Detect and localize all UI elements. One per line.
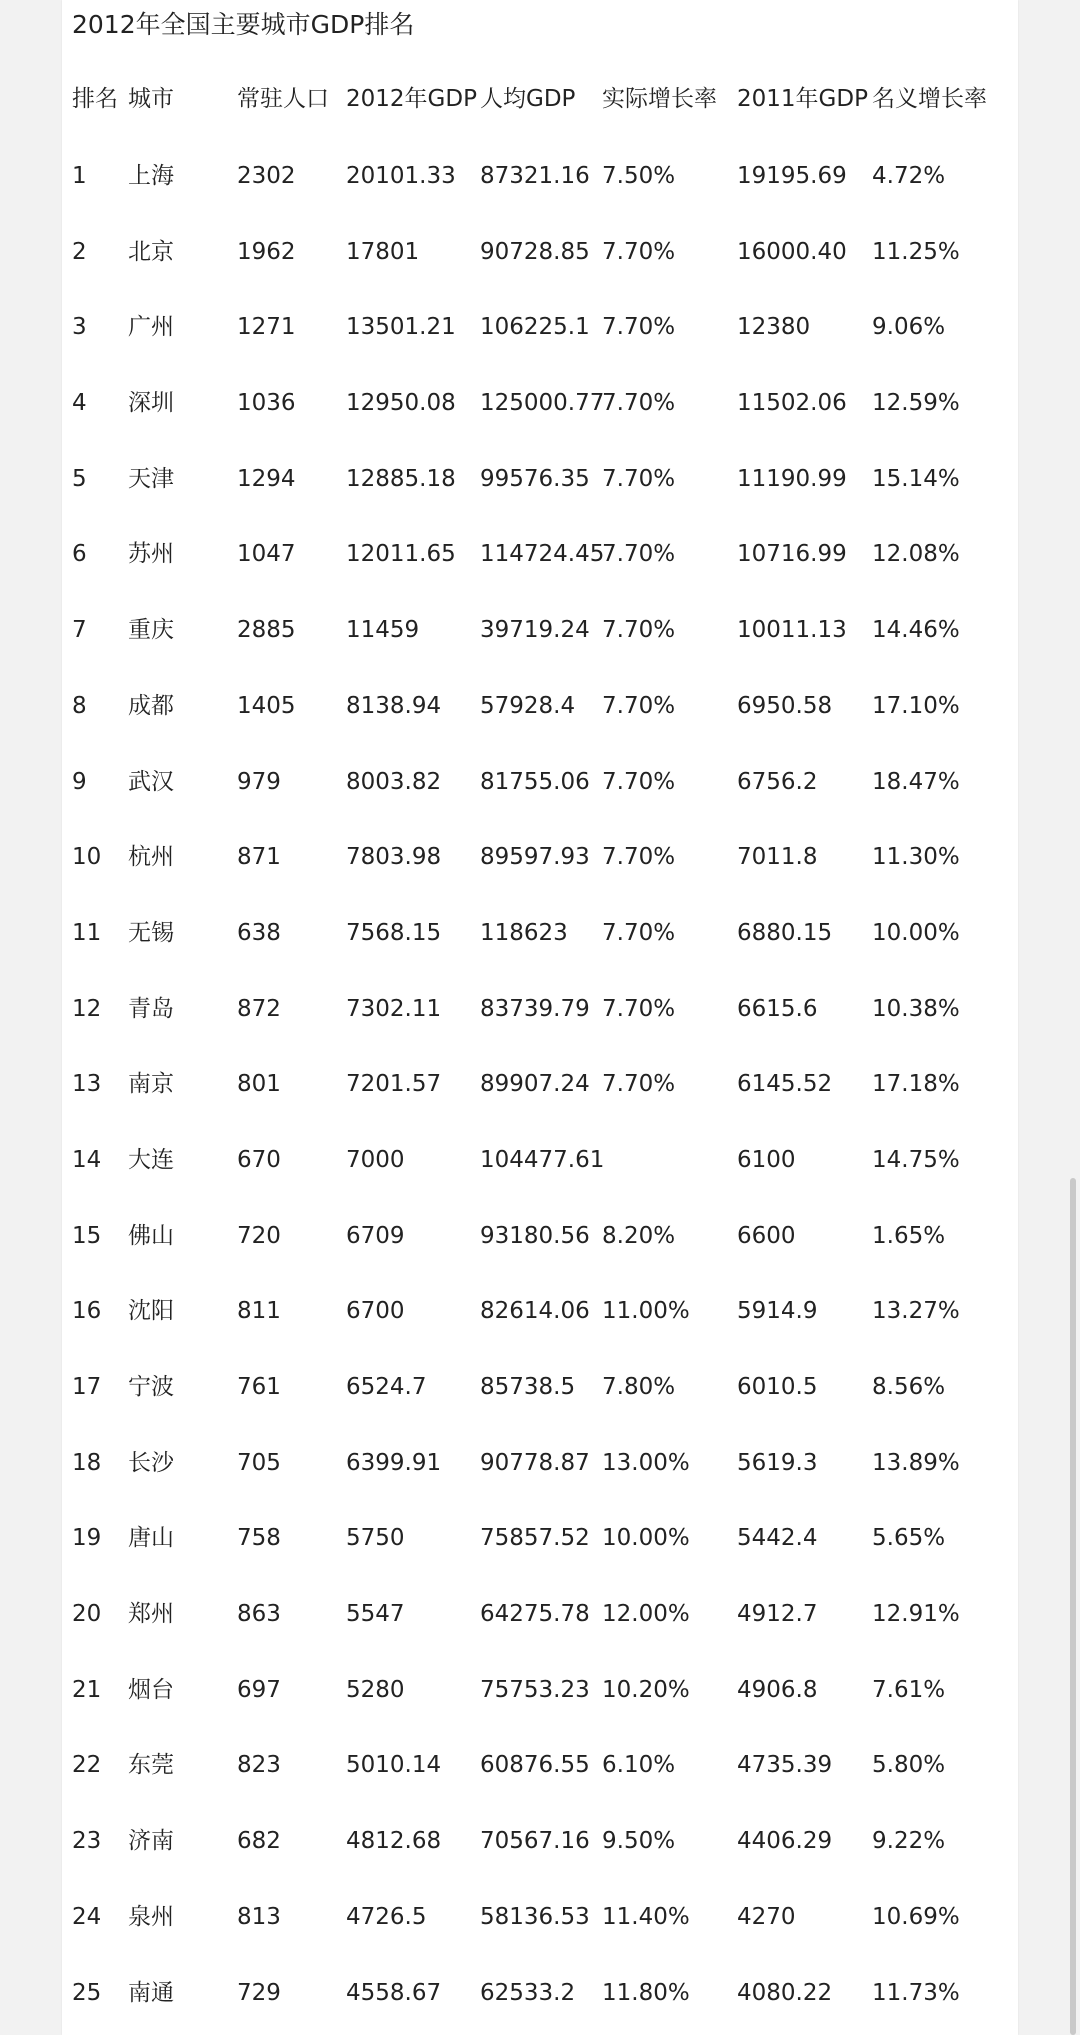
cell-gdp-2012: 4558.67 — [346, 1979, 442, 2006]
cell-rank: 11 — [72, 919, 102, 946]
cell-gdp-per-capita: 118623 — [480, 919, 568, 946]
cell-real-growth: 7.70% — [602, 238, 676, 265]
cell-population: 729 — [237, 1979, 281, 2006]
cell-population: 720 — [237, 1222, 281, 1249]
cell-nominal-growth: 1.65% — [872, 1222, 946, 1249]
cell-rank: 14 — [72, 1146, 102, 1173]
cell-gdp-per-capita: 99576.35 — [480, 465, 590, 492]
cell-gdp-2011: 6880.15 — [737, 919, 833, 946]
header-nominal-growth: 名义增长率 — [872, 86, 987, 112]
cell-gdp-per-capita: 90778.87 — [480, 1449, 590, 1476]
header-population: 常驻人口 — [237, 86, 329, 112]
table-row — [72, 972, 1012, 1048]
cell-city: 天津 — [128, 465, 174, 492]
cell-population: 872 — [237, 995, 281, 1022]
cell-gdp-2011: 11190.99 — [737, 465, 847, 492]
cell-gdp-2012: 6399.91 — [346, 1449, 442, 1476]
cell-rank: 19 — [72, 1525, 102, 1552]
cell-gdp-2011: 12380 — [737, 314, 811, 341]
cell-rank: 22 — [72, 1752, 102, 1779]
table-row — [72, 1728, 1012, 1804]
header-real-growth: 实际增长率 — [602, 86, 717, 112]
scrollbar-thumb[interactable] — [1070, 1178, 1076, 2035]
cell-city: 无锡 — [128, 919, 174, 946]
cell-rank: 13 — [72, 1071, 102, 1098]
cell-gdp-2011: 10716.99 — [737, 541, 847, 568]
cell-nominal-growth: 8.56% — [872, 1374, 946, 1400]
cell-city: 成都 — [128, 692, 174, 719]
cell-gdp-per-capita: 89597.93 — [480, 844, 590, 871]
cell-nominal-growth: 9.22% — [872, 1828, 946, 1855]
table-row — [72, 1577, 1012, 1653]
cell-gdp-per-capita: 75753.23 — [480, 1676, 590, 1703]
cell-nominal-growth: 18.47% — [872, 768, 960, 795]
header-rank: 排名 — [72, 86, 118, 112]
cell-population: 801 — [237, 1071, 281, 1098]
table-row — [72, 745, 1012, 821]
cell-real-growth: 7.70% — [602, 995, 676, 1022]
table-row — [72, 1199, 1012, 1275]
cell-gdp-2011: 19195.69 — [737, 163, 847, 189]
table-row — [72, 1426, 1012, 1502]
cell-city: 佛山 — [128, 1222, 174, 1249]
cell-gdp-2012: 6524.7 — [346, 1374, 427, 1400]
cell-nominal-growth: 17.18% — [872, 1071, 960, 1098]
cell-gdp-2011: 7011.8 — [737, 844, 818, 871]
cell-city: 南通 — [128, 1979, 174, 2006]
gdp-ranking-table — [72, 62, 1012, 2031]
table-row — [72, 1350, 1012, 1426]
table-row — [72, 366, 1012, 442]
cell-city: 宁波 — [128, 1374, 174, 1400]
table-row — [72, 1047, 1012, 1123]
cell-gdp-2011: 16000.40 — [737, 238, 847, 265]
cell-rank: 7 — [72, 617, 87, 644]
cell-real-growth: 7.70% — [602, 768, 676, 795]
cell-gdp-2011: 5914.9 — [737, 1298, 818, 1325]
cell-population: 871 — [237, 844, 281, 871]
cell-nominal-growth: 15.14% — [872, 465, 960, 492]
table-body — [72, 139, 1012, 2031]
cell-population: 670 — [237, 1146, 281, 1173]
cell-gdp-2011: 4912.7 — [737, 1601, 818, 1628]
cell-nominal-growth: 12.91% — [872, 1601, 960, 1628]
cell-population: 705 — [237, 1449, 281, 1476]
cell-gdp-2011: 6600 — [737, 1222, 796, 1249]
cell-population: 823 — [237, 1752, 281, 1779]
cell-population: 1962 — [237, 238, 296, 265]
cell-population: 2302 — [237, 163, 296, 189]
cell-nominal-growth: 14.75% — [872, 1146, 960, 1173]
table-row — [72, 669, 1012, 745]
cell-gdp-per-capita: 81755.06 — [480, 768, 590, 795]
cell-rank: 2 — [72, 238, 87, 265]
cell-population: 638 — [237, 919, 281, 946]
cell-gdp-2011: 4735.39 — [737, 1752, 833, 1779]
cell-gdp-2011: 11502.06 — [737, 390, 847, 417]
cell-gdp-per-capita: 89907.24 — [480, 1071, 590, 1098]
cell-nominal-growth: 14.46% — [872, 617, 960, 644]
table-row — [72, 1880, 1012, 1956]
cell-gdp-2011: 4906.8 — [737, 1676, 818, 1703]
table-row — [72, 896, 1012, 972]
table-row — [72, 1274, 1012, 1350]
cell-city: 青岛 — [128, 995, 174, 1022]
cell-gdp-2012: 5750 — [346, 1525, 405, 1552]
cell-rank: 23 — [72, 1828, 102, 1855]
cell-real-growth: 7.70% — [602, 692, 676, 719]
cell-rank: 20 — [72, 1601, 102, 1628]
table-row — [72, 1123, 1012, 1199]
cell-gdp-per-capita: 87321.16 — [480, 163, 590, 189]
cell-gdp-per-capita: 57928.4 — [480, 692, 576, 719]
cell-population: 979 — [237, 768, 281, 795]
cell-nominal-growth: 5.65% — [872, 1525, 946, 1552]
cell-city: 郑州 — [128, 1601, 174, 1628]
cell-gdp-per-capita: 39719.24 — [480, 617, 590, 644]
cell-real-growth: 7.70% — [602, 617, 676, 644]
cell-city: 东莞 — [128, 1752, 174, 1779]
cell-city: 苏州 — [128, 541, 174, 568]
cell-nominal-growth: 9.06% — [872, 314, 946, 341]
cell-gdp-per-capita: 64275.78 — [480, 1601, 590, 1628]
cell-gdp-2012: 13501.21 — [346, 314, 456, 341]
cell-gdp-2012: 7000 — [346, 1146, 405, 1173]
cell-nominal-growth: 10.00% — [872, 919, 960, 946]
cell-population: 1271 — [237, 314, 296, 341]
table-row — [72, 290, 1012, 366]
cell-gdp-2011: 4406.29 — [737, 1828, 833, 1855]
cell-real-growth: 10.00% — [602, 1525, 690, 1552]
cell-city: 大连 — [128, 1146, 174, 1173]
cell-gdp-2012: 5010.14 — [346, 1752, 442, 1779]
cell-gdp-per-capita: 93180.56 — [480, 1222, 590, 1249]
cell-rank: 18 — [72, 1449, 102, 1476]
cell-real-growth: 6.10% — [602, 1752, 676, 1779]
cell-nominal-growth: 5.80% — [872, 1752, 946, 1779]
cell-gdp-per-capita: 75857.52 — [480, 1525, 590, 1552]
cell-gdp-2012: 8003.82 — [346, 768, 442, 795]
cell-gdp-2012: 7568.15 — [346, 919, 442, 946]
cell-gdp-2012: 5547 — [346, 1601, 405, 1628]
cell-city: 泉州 — [128, 1903, 174, 1930]
cell-city: 济南 — [128, 1828, 174, 1855]
cell-population: 1405 — [237, 692, 296, 719]
cell-city: 北京 — [128, 238, 174, 265]
cell-gdp-2012: 7302.11 — [346, 995, 442, 1022]
cell-gdp-per-capita: 82614.06 — [480, 1298, 590, 1325]
cell-nominal-growth: 10.38% — [872, 995, 960, 1022]
cell-real-growth: 7.80% — [602, 1374, 676, 1400]
cell-gdp-per-capita: 106225.1 — [480, 314, 590, 341]
cell-real-growth: 11.00% — [602, 1298, 690, 1325]
cell-population: 761 — [237, 1374, 281, 1400]
table-row — [72, 442, 1012, 518]
cell-gdp-2011: 4270 — [737, 1903, 796, 1930]
table-row — [72, 1653, 1012, 1729]
table-row — [72, 1804, 1012, 1880]
cell-rank: 8 — [72, 692, 87, 719]
cell-gdp-per-capita: 58136.53 — [480, 1903, 590, 1930]
cell-rank: 25 — [72, 1979, 102, 2006]
cell-gdp-2012: 11459 — [346, 617, 420, 644]
cell-nominal-growth: 11.73% — [872, 1979, 960, 2006]
cell-real-growth: 7.70% — [602, 1071, 676, 1098]
cell-real-growth: 7.50% — [602, 163, 676, 189]
cell-city: 南京 — [128, 1071, 174, 1098]
table-header-row — [72, 62, 1012, 139]
cell-population: 697 — [237, 1676, 281, 1703]
cell-gdp-2012: 7201.57 — [346, 1071, 442, 1098]
cell-gdp-per-capita: 60876.55 — [480, 1752, 590, 1779]
cell-city: 长沙 — [128, 1449, 174, 1476]
cell-nominal-growth: 10.69% — [872, 1903, 960, 1930]
cell-rank: 17 — [72, 1374, 102, 1400]
cell-real-growth: 11.40% — [602, 1903, 690, 1930]
cell-gdp-per-capita: 70567.16 — [480, 1828, 590, 1855]
cell-nominal-growth: 12.59% — [872, 390, 960, 417]
cell-real-growth: 7.70% — [602, 314, 676, 341]
cell-real-growth: 7.70% — [602, 844, 676, 871]
cell-city: 沈阳 — [128, 1298, 174, 1325]
cell-population: 813 — [237, 1903, 281, 1930]
cell-rank: 16 — [72, 1298, 102, 1325]
cell-city: 唐山 — [128, 1525, 174, 1552]
cell-gdp-2012: 6700 — [346, 1298, 405, 1325]
cell-gdp-2011: 6145.52 — [737, 1071, 833, 1098]
cell-city: 深圳 — [128, 390, 174, 417]
cell-nominal-growth: 13.27% — [872, 1298, 960, 1325]
cell-gdp-per-capita: 114724.45 — [480, 541, 605, 568]
page-title: 2012年全国主要城市GDP排名 — [72, 10, 415, 39]
cell-nominal-growth: 17.10% — [872, 692, 960, 719]
cell-gdp-2012: 20101.33 — [346, 163, 456, 189]
cell-real-growth: 7.70% — [602, 541, 676, 568]
table-row — [72, 593, 1012, 669]
cell-population: 2885 — [237, 617, 296, 644]
cell-population: 863 — [237, 1601, 281, 1628]
header-gdp-per-capita: 人均GDP — [480, 86, 576, 112]
cell-rank: 4 — [72, 390, 87, 417]
cell-nominal-growth: 12.08% — [872, 541, 960, 568]
cell-gdp-2011: 6756.2 — [737, 768, 818, 795]
cell-real-growth: 9.50% — [602, 1828, 676, 1855]
cell-gdp-2011: 6100 — [737, 1146, 796, 1173]
cell-rank: 10 — [72, 844, 102, 871]
cell-gdp-2012: 6709 — [346, 1222, 405, 1249]
cell-gdp-2012: 7803.98 — [346, 844, 442, 871]
header-gdp-2012: 2012年GDP — [346, 86, 477, 112]
cell-real-growth: 7.70% — [602, 465, 676, 492]
cell-rank: 3 — [72, 314, 87, 341]
cell-rank: 21 — [72, 1676, 102, 1703]
cell-gdp-2012: 4812.68 — [346, 1828, 442, 1855]
cell-gdp-2011: 6010.5 — [737, 1374, 818, 1400]
cell-nominal-growth: 7.61% — [872, 1676, 946, 1703]
table-row — [72, 139, 1012, 215]
table-row — [72, 1501, 1012, 1577]
cell-population: 811 — [237, 1298, 281, 1325]
cell-population: 1294 — [237, 465, 296, 492]
cell-real-growth: 8.20% — [602, 1222, 676, 1249]
cell-nominal-growth: 11.30% — [872, 844, 960, 871]
cell-rank: 6 — [72, 541, 87, 568]
cell-gdp-2012: 12885.18 — [346, 465, 456, 492]
cell-gdp-2011: 10011.13 — [737, 617, 847, 644]
cell-nominal-growth: 4.72% — [872, 163, 946, 189]
cell-gdp-2012: 12950.08 — [346, 390, 456, 417]
cell-real-growth: 7.70% — [602, 390, 676, 417]
cell-city: 杭州 — [128, 844, 174, 871]
cell-population: 1036 — [237, 390, 296, 417]
table-row — [72, 820, 1012, 896]
cell-gdp-per-capita: 104477.61 — [480, 1146, 605, 1173]
cell-rank: 12 — [72, 995, 102, 1022]
cell-population: 1047 — [237, 541, 296, 568]
cell-real-growth: 10.20% — [602, 1676, 690, 1703]
cell-gdp-per-capita: 83739.79 — [480, 995, 590, 1022]
scrollbar-track[interactable] — [1066, 0, 1080, 2035]
cell-rank: 24 — [72, 1903, 102, 1930]
cell-real-growth: 11.80% — [602, 1979, 690, 2006]
cell-gdp-per-capita: 85738.5 — [480, 1374, 576, 1400]
cell-city: 上海 — [128, 163, 174, 189]
cell-gdp-per-capita: 125000.77 — [480, 390, 605, 417]
cell-gdp-per-capita: 62533.2 — [480, 1979, 576, 2006]
cell-gdp-2011: 6950.58 — [737, 692, 833, 719]
cell-gdp-per-capita: 90728.85 — [480, 238, 590, 265]
cell-gdp-2012: 4726.5 — [346, 1903, 427, 1930]
cell-population: 758 — [237, 1525, 281, 1552]
cell-gdp-2012: 5280 — [346, 1676, 405, 1703]
table-row — [72, 215, 1012, 291]
cell-gdp-2011: 5619.3 — [737, 1449, 818, 1476]
cell-gdp-2012: 12011.65 — [346, 541, 456, 568]
cell-gdp-2011: 6615.6 — [737, 995, 818, 1022]
cell-city: 烟台 — [128, 1676, 174, 1703]
table-row — [72, 517, 1012, 593]
header-city: 城市 — [128, 86, 174, 112]
cell-real-growth: 12.00% — [602, 1601, 690, 1628]
cell-city: 武汉 — [128, 768, 174, 795]
cell-gdp-2011: 5442.4 — [737, 1525, 818, 1552]
cell-gdp-2012: 8138.94 — [346, 692, 442, 719]
cell-city: 广州 — [128, 314, 174, 341]
table-row — [72, 1956, 1012, 2032]
cell-nominal-growth: 13.89% — [872, 1449, 960, 1476]
header-gdp-2011: 2011年GDP — [737, 86, 868, 112]
cell-nominal-growth: 11.25% — [872, 238, 960, 265]
cell-real-growth: 13.00% — [602, 1449, 690, 1476]
cell-gdp-2012: 17801 — [346, 238, 420, 265]
cell-rank: 9 — [72, 768, 87, 795]
cell-gdp-2011: 4080.22 — [737, 1979, 833, 2006]
cell-city: 重庆 — [128, 617, 174, 644]
cell-rank: 1 — [72, 163, 87, 189]
cell-population: 682 — [237, 1828, 281, 1855]
cell-rank: 5 — [72, 465, 87, 492]
cell-real-growth: 7.70% — [602, 919, 676, 946]
cell-rank: 15 — [72, 1222, 102, 1249]
